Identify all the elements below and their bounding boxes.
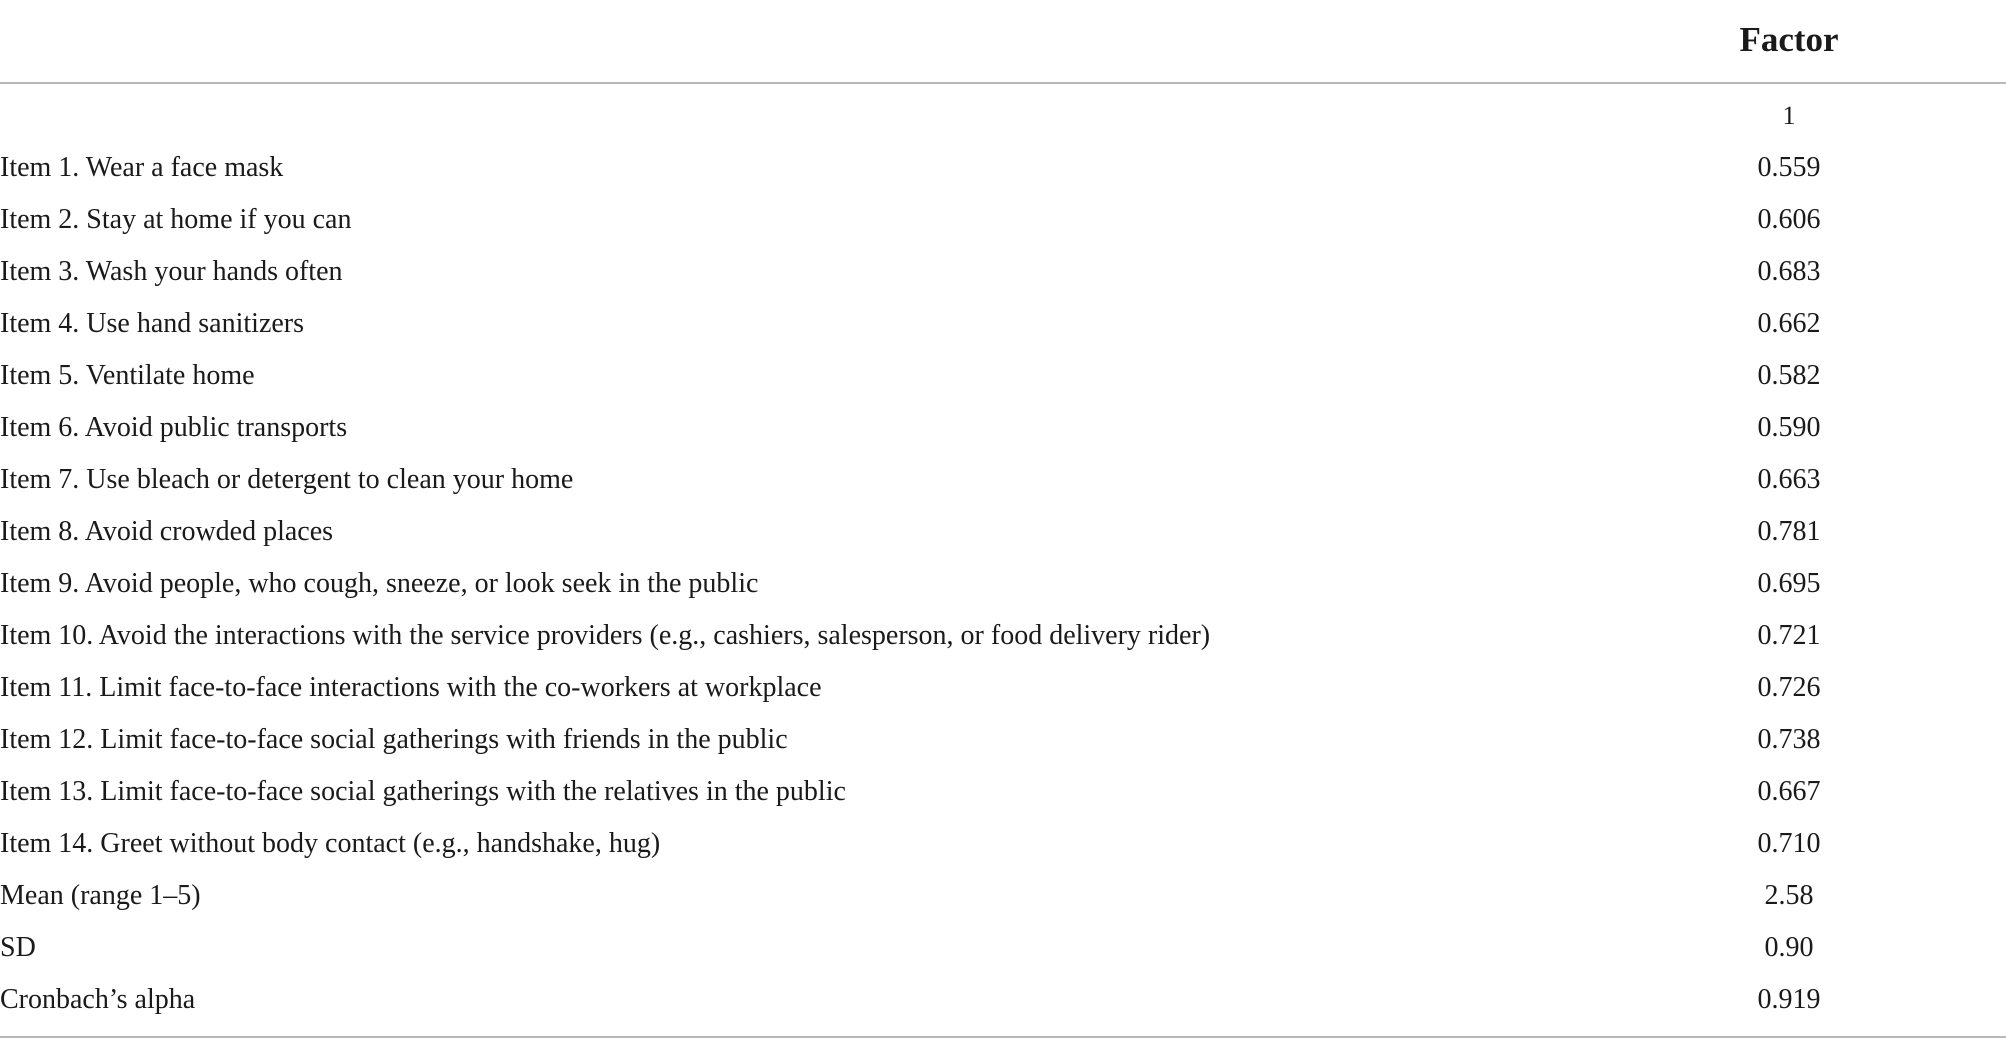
row-label: Item 1. Wear a face mask — [0, 152, 284, 183]
row-label: SD — [0, 932, 36, 963]
row-label: Item 14. Greet without body contact (e.g., handshake, hug) — [0, 828, 661, 859]
table-bottom-rule — [0, 1036, 2006, 1038]
table-header — [0, 0, 2006, 84]
table-row — [0, 818, 2006, 870]
row-label: Item 11. Limit face-to-face interactions with the co-workers at workplace — [0, 672, 822, 703]
row-label: Item 5. Ventilate home — [0, 360, 255, 391]
factor-number: 1 — [1782, 101, 1796, 130]
row-label: Item 3. Wash your hands often — [0, 256, 343, 287]
table-row — [0, 194, 2006, 246]
row-value: 0.90 — [1764, 932, 1814, 963]
row-value: 0.663 — [1757, 464, 1821, 495]
row-value: 0.710 — [1757, 828, 1821, 859]
table-row — [0, 298, 2006, 350]
row-value: 0.781 — [1757, 516, 1821, 547]
table-row — [0, 142, 2006, 194]
table-row — [0, 662, 2006, 714]
row-value: 0.662 — [1757, 308, 1821, 339]
row-label: Item 12. Limit face-to-face social gatherings with friends in the public — [0, 724, 788, 755]
row-value: 0.606 — [1757, 204, 1821, 235]
row-label: Item 9. Avoid people, who cough, sneeze, or look seek in the public — [0, 568, 759, 599]
row-label: Item 13. Limit face-to-face social gatherings with the relatives in the public — [0, 776, 846, 807]
table-row — [0, 506, 2006, 558]
table-row — [0, 558, 2006, 610]
table-row — [0, 402, 2006, 454]
row-value: 0.726 — [1757, 672, 1821, 703]
row-label: Item 8. Avoid crowded places — [0, 516, 334, 547]
table-row — [0, 350, 2006, 402]
row-value: 0.667 — [1757, 776, 1821, 807]
row-label: Item 4. Use hand sanitizers — [0, 308, 305, 339]
row-value: 0.559 — [1757, 152, 1821, 183]
table-row — [0, 766, 2006, 818]
row-value: 0.683 — [1757, 256, 1821, 287]
row-value: 0.695 — [1757, 568, 1821, 599]
table-row — [0, 246, 2006, 298]
table-body — [0, 84, 2006, 1026]
factor-column-header: Factor — [1739, 20, 1839, 59]
row-label: Cronbach’s alpha — [0, 984, 196, 1015]
row-label: Item 10. Avoid the interactions with the service providers (e.g., cashiers, salesperson, or food delivery rider) — [0, 620, 1211, 651]
row-label: Item 7. Use bleach or detergent to clean your home — [0, 464, 574, 495]
table-row — [0, 922, 2006, 974]
row-value: 0.582 — [1757, 360, 1821, 391]
table-row — [0, 454, 2006, 506]
row-label: Mean (range 1–5) — [0, 880, 201, 911]
table-row — [0, 974, 2006, 1026]
row-value: 0.721 — [1757, 620, 1821, 651]
row-label: Item 6. Avoid public transports — [0, 412, 348, 443]
row-value: 2.58 — [1764, 880, 1814, 911]
row-value: 0.738 — [1757, 724, 1821, 755]
factor-number-row — [0, 90, 2006, 142]
row-value: 0.590 — [1757, 412, 1821, 443]
row-label: Item 2. Stay at home if you can — [0, 204, 352, 235]
table-row — [0, 870, 2006, 922]
table-row — [0, 610, 2006, 662]
table-row — [0, 714, 2006, 766]
row-value: 0.919 — [1757, 984, 1821, 1015]
